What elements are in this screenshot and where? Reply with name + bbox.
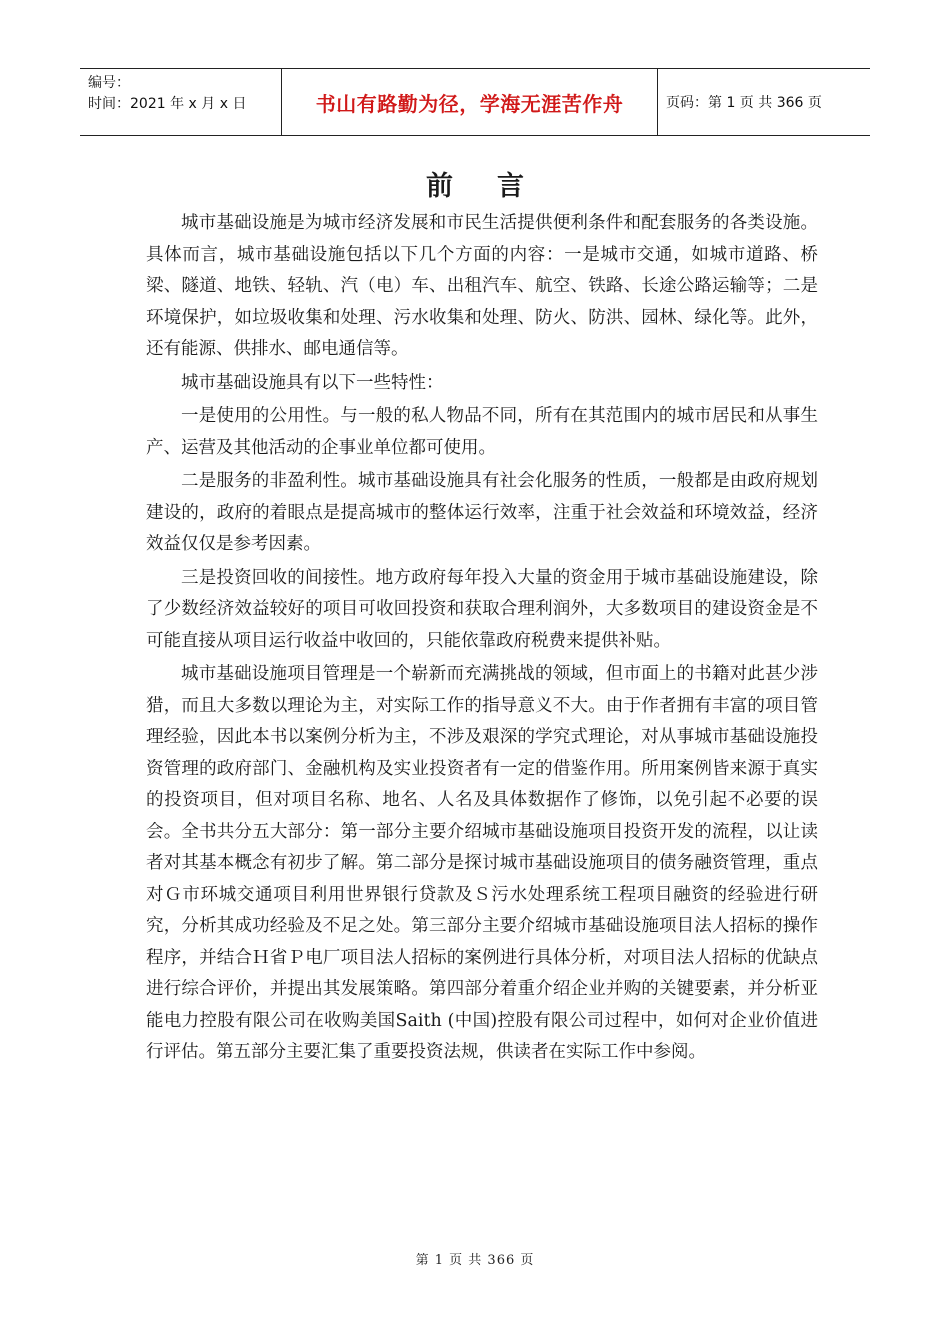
page-header — [80, 68, 870, 136]
paragraph: 三是投资回收的间接性。地方政府每年投入大量的资金用于城市基础设施建设，除了少数经济效益较好的项目可收回投资和获取合理利润外，大多数项目的建设资金是不可能直接从项目运行收益中收回的，只能依靠政府税费来提供补贴。 — [146, 567, 818, 651]
paragraph: 二是服务的非盈利性。城市基础设施具有社会化服务的性质，一般都是由政府规划建设的，政府的着眼点是提高城市的整体运行效率，注重于社会效益和环境效益，经济效益仅仅是参考因素。 — [146, 471, 818, 554]
paragraph: 城市基础设施是为城市经济发展和市民生活提供便利条件和配套服务的各类设施。具体而言，城市基础设施包括以下几个方面的内容：一是城市交通，如城市道路、桥梁、隧道、地铁、轻轨、汽（电）车、出租汽车、航空、铁路、长途公路运输等；二是环境保护，如垃圾收集和处理、污水收集和处理、防火、防洪、园林、绿化等。此外，还有能源、供排水、邮电通信等。 — [146, 213, 818, 359]
page-title: 前言 — [426, 171, 568, 202]
paragraph: 城市基础设施具有以下一些特性： — [181, 372, 444, 393]
paragraph: 城市基础设施项目管理是一个崭新而充满挑战的领域，但市面上的书籍对此甚少涉猎，而且大多数以理论为主，对实际工作的指导意义不大。由于作者拥有丰富的项目管理经验，因此本书以案例分析为主，不涉及艰深的学究式理论，对从事城市基础设施投资管理的政府部门、金融机构及实业投资者有一定的借鉴作用。所用案例皆来源于真实的投资项目，但对项目名称、地名、人名及具体数据作了修饰，以免引起不必要的误会。全书共分五大部分：第一部分主要介绍城市基础设施项目投资开发的流程，以让读者对其基本概念有初步了解。第二部分是探讨城市基础设施项目的债务融资管理，重点对Ｇ市环城交通项目利用世界银行贷款及Ｓ污水处理系统工程项目融资的经验进行研究，分析其成功经验及不足之处。第三部分主要介绍城市基础设施项目法人招标的操作程序，并结合Ｈ省Ｐ电厂项目法人招标的案例进行具体分析，对项目法人招标的优缺点进行综合评价，并提出其发展策略。第四部分着重介绍企业并购的关键要素，并分析亚能电力控股有限公司在收购美国Saith (中国)控股有限公司过程中，如何对企业价值进行评估。第五部分主要汇集了重要投资法规，供读者在实际工作中参阅。 — [146, 664, 818, 1062]
header-meta — [80, 69, 282, 135]
paragraph: 一是使用的公用性。与一般的私人物品不同，所有在其范围内的城市居民和从事生产、运营及其他活动的企事业单位都可使用。 — [146, 406, 818, 458]
doc-date: 时间：2021 年 x 月 x 日 — [88, 96, 247, 112]
doc-number-label: 编号： — [88, 75, 130, 91]
document-body — [146, 208, 818, 1071]
page-footer: 第 1 页 共 366 页 — [415, 1253, 535, 1268]
header-motto: 书山有路勤为径，学海无涯苦作舟 — [282, 69, 658, 135]
header-page-info: 页码：第 1 页 共 366 页 — [666, 95, 822, 111]
